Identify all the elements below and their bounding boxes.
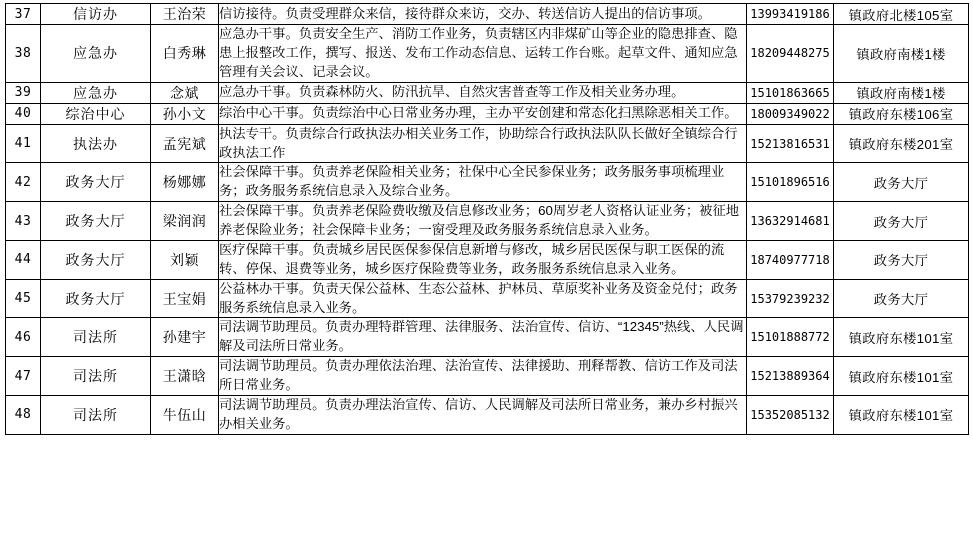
- cell-index: 48: [6, 395, 41, 434]
- cell-duty: 综治中心干事。负责综治中心日常业务办理，主办平安创建和常态化扫黑除恶相关工作。: [219, 103, 747, 124]
- cell-location: 政务大厅: [834, 202, 969, 241]
- table-row: [6, 279, 969, 318]
- cell-index: 37: [6, 4, 41, 25]
- cell-phone: 15352085132: [747, 395, 834, 434]
- cell-duty: 应急办干事。负责安全生产、消防工作业务，负责辖区内非煤矿山等企业的隐患排查、隐患上报整改工作，撰写、报送、发布工作动态信息、运转工作台账。起草文件、通知应急管理有关会议、记录会议。: [219, 25, 747, 83]
- table-row: [6, 103, 969, 124]
- cell-index: 47: [6, 357, 41, 396]
- cell-location: 政务大厅: [834, 163, 969, 202]
- staff-roster-table: [5, 3, 969, 435]
- cell-phone: 15101863665: [747, 82, 834, 103]
- cell-name: 杨娜娜: [151, 163, 219, 202]
- cell-name: 牛伍山: [151, 395, 219, 434]
- cell-phone: 13632914681: [747, 202, 834, 241]
- cell-phone: 15101896516: [747, 163, 834, 202]
- cell-phone: 18209448275: [747, 25, 834, 83]
- cell-name: 孟宪斌: [151, 124, 219, 163]
- cell-office: 政务大厅: [41, 240, 151, 279]
- table-row: [6, 163, 969, 202]
- cell-location: 镇政府东楼101室: [834, 318, 969, 357]
- cell-index: 39: [6, 82, 41, 103]
- cell-name: 念斌: [151, 82, 219, 103]
- table-row: [6, 124, 969, 163]
- cell-duty: 司法调节助理员。负责办理法治宣传、信访、人民调解及司法所日常业务，兼办乡村振兴办相关业务。: [219, 395, 747, 434]
- cell-phone: 15379239232: [747, 279, 834, 318]
- cell-location: 镇政府南楼1楼: [834, 82, 969, 103]
- cell-office: 执法办: [41, 124, 151, 163]
- cell-name: 王潇晗: [151, 357, 219, 396]
- cell-index: 42: [6, 163, 41, 202]
- cell-index: 44: [6, 240, 41, 279]
- cell-office: 应急办: [41, 25, 151, 83]
- cell-index: 43: [6, 202, 41, 241]
- cell-office: 司法所: [41, 357, 151, 396]
- cell-duty: 司法调节助理员。负责办理依法治理、法治宣传、法律援助、刑释帮教、信访工作及司法所日常业务。: [219, 357, 747, 396]
- cell-office: 政务大厅: [41, 202, 151, 241]
- cell-location: 镇政府南楼1楼: [834, 25, 969, 83]
- cell-index: 38: [6, 25, 41, 83]
- cell-duty: 信访接待。负责受理群众来信，接待群众来访，交办、转送信访人提出的信访事项。: [219, 4, 747, 25]
- cell-location: 政务大厅: [834, 240, 969, 279]
- table-row: [6, 240, 969, 279]
- cell-location: 镇政府东楼101室: [834, 357, 969, 396]
- table-row: [6, 25, 969, 83]
- cell-name: 刘颖: [151, 240, 219, 279]
- cell-phone: 15101888772: [747, 318, 834, 357]
- cell-phone: 15213889364: [747, 357, 834, 396]
- table-row: [6, 202, 969, 241]
- table-row: [6, 4, 969, 25]
- cell-office: 司法所: [41, 395, 151, 434]
- cell-office: 政务大厅: [41, 279, 151, 318]
- cell-office: 政务大厅: [41, 163, 151, 202]
- table-row: [6, 318, 969, 357]
- cell-office: 司法所: [41, 318, 151, 357]
- cell-office: 应急办: [41, 82, 151, 103]
- cell-index: 45: [6, 279, 41, 318]
- cell-location: 镇政府北楼105室: [834, 4, 969, 25]
- cell-name: 梁润润: [151, 202, 219, 241]
- cell-location: 政务大厅: [834, 279, 969, 318]
- table-row: [6, 82, 969, 103]
- cell-office: 综治中心: [41, 103, 151, 124]
- cell-location: 镇政府东楼101室: [834, 395, 969, 434]
- cell-name: 孙小文: [151, 103, 219, 124]
- cell-phone: 18009349022: [747, 103, 834, 124]
- cell-name: 王宝娟: [151, 279, 219, 318]
- cell-index: 46: [6, 318, 41, 357]
- cell-duty: 公益林办干事。负责天保公益林、生态公益林、护林员、草原奖补业务及资金兑付；政务服务系统信息录入业务。: [219, 279, 747, 318]
- table-row: [6, 395, 969, 434]
- cell-office: 信访办: [41, 4, 151, 25]
- cell-duty: 社会保障干事。负责养老保险相关业务；社保中心全民参保业务；政务服务事项梳理业务；政务服务系统信息录入及综合业务。: [219, 163, 747, 202]
- cell-index: 40: [6, 103, 41, 124]
- cell-duty: 应急办干事。负责森林防火、防汛抗旱、自然灾害普查等工作及相关业务办理。: [219, 82, 747, 103]
- cell-name: 白秀琳: [151, 25, 219, 83]
- cell-phone: 13993419186: [747, 4, 834, 25]
- cell-duty: 司法调节助理员。负责办理特群管理、法律服务、法治宣传、信访、“12345”热线、人民调解及司法所日常业务。: [219, 318, 747, 357]
- table-row: [6, 357, 969, 396]
- cell-duty: 医疗保障干事。负责城乡居民医保参保信息新增与修改，城乡居民医保与职工医保的流转、停保、退费等业务，城乡医疗保险费等业务，政务服务系统信息录入业务。: [219, 240, 747, 279]
- cell-index: 41: [6, 124, 41, 163]
- cell-location: 镇政府东楼201室: [834, 124, 969, 163]
- cell-duty: 执法专干。负责综合行政执法办相关业务工作，协助综合行政执法队队长做好全镇综合行政执法工作: [219, 124, 747, 163]
- cell-phone: 15213816531: [747, 124, 834, 163]
- cell-location: 镇政府东楼106室: [834, 103, 969, 124]
- cell-name: 孙建宇: [151, 318, 219, 357]
- cell-name: 王治荣: [151, 4, 219, 25]
- cell-duty: 社会保障干事。负责养老保险费收缴及信息修改业务；60周岁老人资格认证业务；被征地养老保险业务；社会保障卡业务；一窗受理及政务服务系统信息录入业务。: [219, 202, 747, 241]
- cell-phone: 18740977718: [747, 240, 834, 279]
